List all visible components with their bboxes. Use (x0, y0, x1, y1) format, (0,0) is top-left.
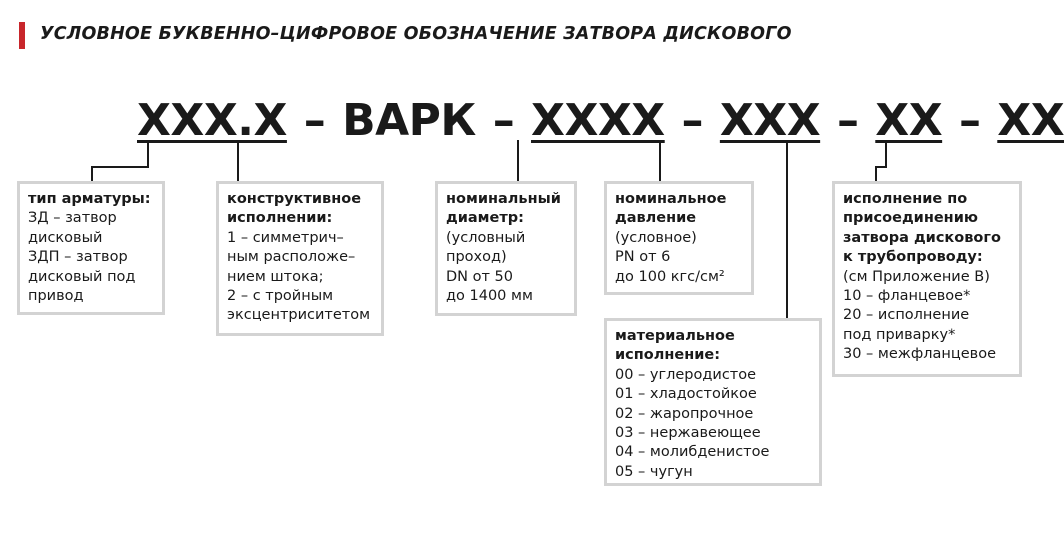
material-line: 01 – хладостойкое (615, 386, 757, 403)
design-line: эксцентриситетом (227, 307, 371, 324)
material-heading: исполнение: (615, 347, 721, 364)
armature-type-line: ЗДП – затвор (28, 249, 128, 266)
code-segment-material: XX (875, 95, 943, 146)
connector-armature (92, 140, 148, 182)
connection-line: 30 – межфланцевое (843, 346, 997, 363)
material-box (604, 318, 822, 486)
diameter-heading: диаметр: (446, 210, 524, 227)
material-line: 02 – жаропрочное (615, 405, 754, 422)
armature-type-heading: тип арматуры: (28, 191, 151, 207)
design-heading: исполнении: (227, 210, 333, 227)
pressure-heading: давление (615, 210, 697, 227)
material-line: 03 – нержавеющее (615, 425, 761, 442)
material-heading: материальное (615, 328, 735, 344)
connection-line: 10 – фланцевое* (843, 288, 971, 305)
pressure-line: (условное) (615, 229, 697, 246)
connection-box (832, 181, 1022, 377)
diameter-line: проход) (446, 249, 507, 266)
armature-type-line: ЗД – затвор (28, 210, 117, 227)
design-heading: конструктивное (227, 191, 362, 207)
code-separator: – (944, 95, 996, 146)
code-separator: – (477, 95, 530, 146)
pressure-box (604, 181, 754, 295)
design-line: ным расположе– (227, 249, 356, 266)
diameter-heading: номинальный (446, 191, 561, 207)
page-title: УСЛОВНОЕ БУКВЕННО–ЦИФРОВОЕ ОБОЗНАЧЕНИЕ ЗАТВОРА ДИСКОВОГО (40, 24, 792, 44)
armature-type-line: дисковый (28, 229, 103, 246)
design-line: 1 – симметрич– (227, 229, 344, 246)
connector-connection (876, 140, 886, 182)
connection-heading: затвора дискового (843, 229, 1001, 246)
connection-heading: присоединению (843, 210, 978, 227)
design-line: 2 – с тройным (227, 288, 334, 305)
code-separator: – (666, 95, 718, 146)
code-segment-brand: ВАРК (342, 95, 476, 146)
design-line: нием штока; (227, 268, 324, 285)
diameter-line: до 1400 мм (446, 288, 533, 305)
material-line: 00 – углеродистое (615, 366, 757, 383)
code-segment-pressure: XXX (719, 95, 821, 146)
pressure-line: PN от 6 (615, 249, 671, 266)
diameter-line: (условный (446, 229, 526, 246)
code-separator: – (288, 95, 341, 146)
code-segment-diameter: XXXX (531, 95, 665, 146)
diameter-line: DN от 50 (446, 268, 513, 285)
connection-heading: к трубопроводу: (843, 249, 983, 266)
connection-line: (см Приложение В) (843, 268, 990, 285)
diameter-box (435, 181, 577, 316)
pressure-line: до 100 кгс/см² (615, 268, 725, 285)
material-line: 04 – молибденистое (615, 444, 770, 461)
design-box (216, 181, 384, 336)
connection-heading: исполнение по (843, 191, 968, 207)
code-separator: – (822, 95, 874, 146)
armature-type-box (17, 181, 165, 315)
pressure-heading: номинальное (615, 191, 727, 207)
connection-line: под приварку* (843, 326, 956, 343)
connection-line: 20 – исполнение (843, 307, 970, 324)
material-line: 05 – чугун (615, 463, 693, 480)
armature-type-line: привод (28, 288, 84, 305)
armature-type-line: дисковый под (28, 268, 136, 285)
code-segment-connection: XX (997, 95, 1064, 146)
code-segment-type: XXX.X (137, 95, 287, 146)
